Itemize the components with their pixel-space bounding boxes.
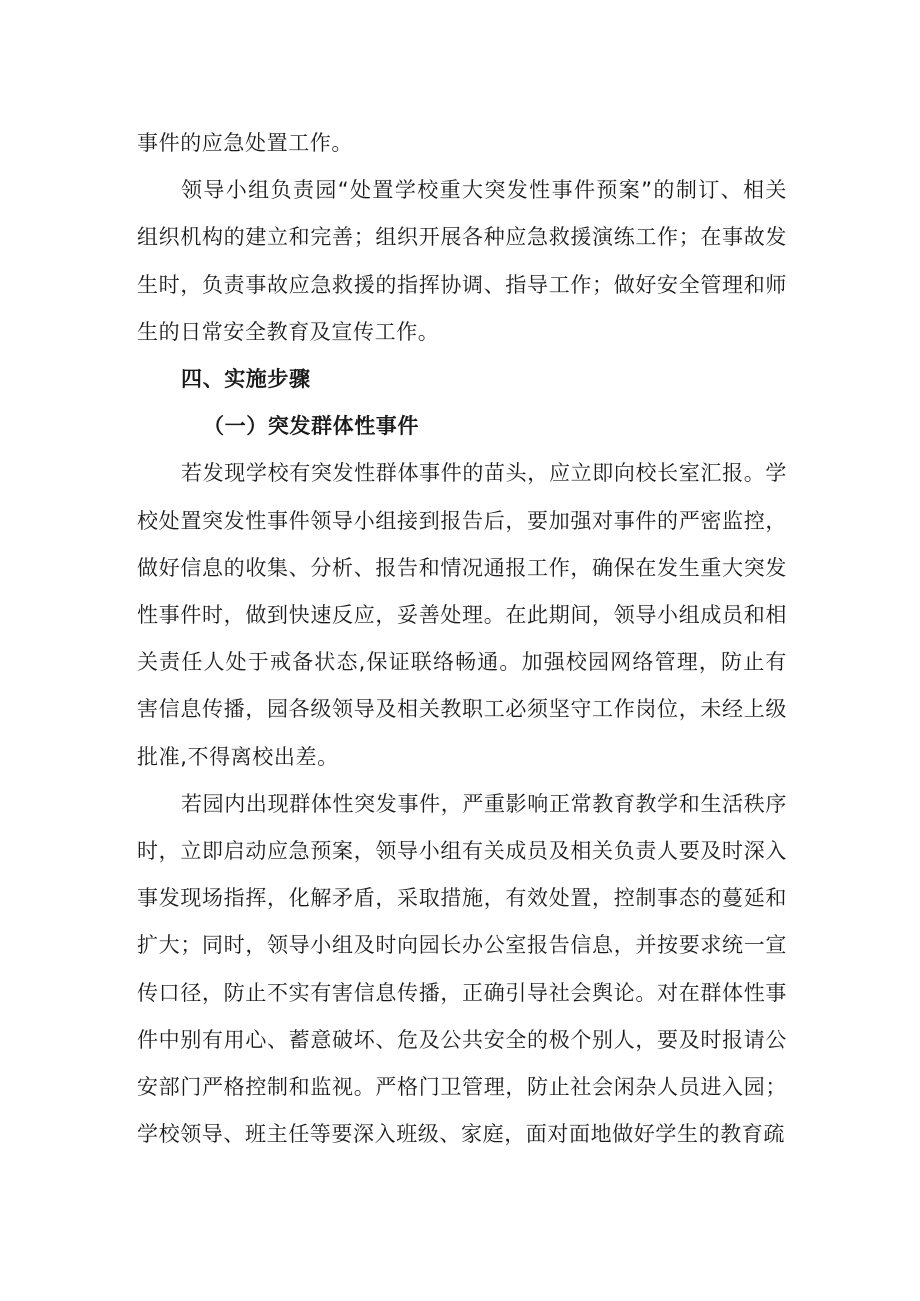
paragraph-leadership-duties: 领导小组负责园“处置学校重大突发性事件预案”的制订、相关组织机构的建立和完善；组织开展各种应急救援演练工作；在事故发生时，负责事故应急救援的指挥协调、指导工作；做好安全管理和师生的日常安全教育及宣传工作。 bbox=[137, 178, 787, 344]
subsection-heading-group-incidents: （一）突发群体性事件 bbox=[203, 414, 419, 439]
paragraph-early-warning: 若发现学校有突发性群体事件的苗头，应立即向校长室汇报。学校处置突发性事件领导小组接到报告后，要加强对事件的严密监控，做好信息的收集、分析、报告和情况通报工作，确保在发生重大突发性事件时，做到快速反应，妥善处理。在此期间，领导小组成员和相关责任人处于戒备状态,保证联络畅通。加强校园网络管理，防止有害信息传播，园各级领导及相关教职工必须坚守工作岗位，未经上级批准,不得离校出差。 bbox=[137, 461, 787, 769]
paragraph-continuation: 事件的应急处置工作。 bbox=[137, 131, 353, 155]
document-body bbox=[137, 120, 787, 1158]
paragraph-emergency-response: 若园内出现群体性突发事件，严重影响正常教育教学和生活秩序时，立即启动应急预案，领导小组有关成员及相关负责人要及时深入事发现场指挥，化解矛盾，采取措施，有效处置，控制事态的蔓延和扩大；同时，领导小组及时向园长办公室报告信息，并按要求统一宣传口径，防止不实有害信息传播，正确引导社会舆论。对在群体性事件中别有用心、蓄意破坏、危及公共安全的极个别人，要及时报请公安部门严格控制和监视。严格门卫管理，防止社会闲杂人员进入园；学校领导、班主任等要深入班级、家庭，面对面地做好学生的教育疏 bbox=[137, 791, 787, 1147]
section-heading-implementation-steps: 四、实施步骤 bbox=[181, 367, 311, 392]
